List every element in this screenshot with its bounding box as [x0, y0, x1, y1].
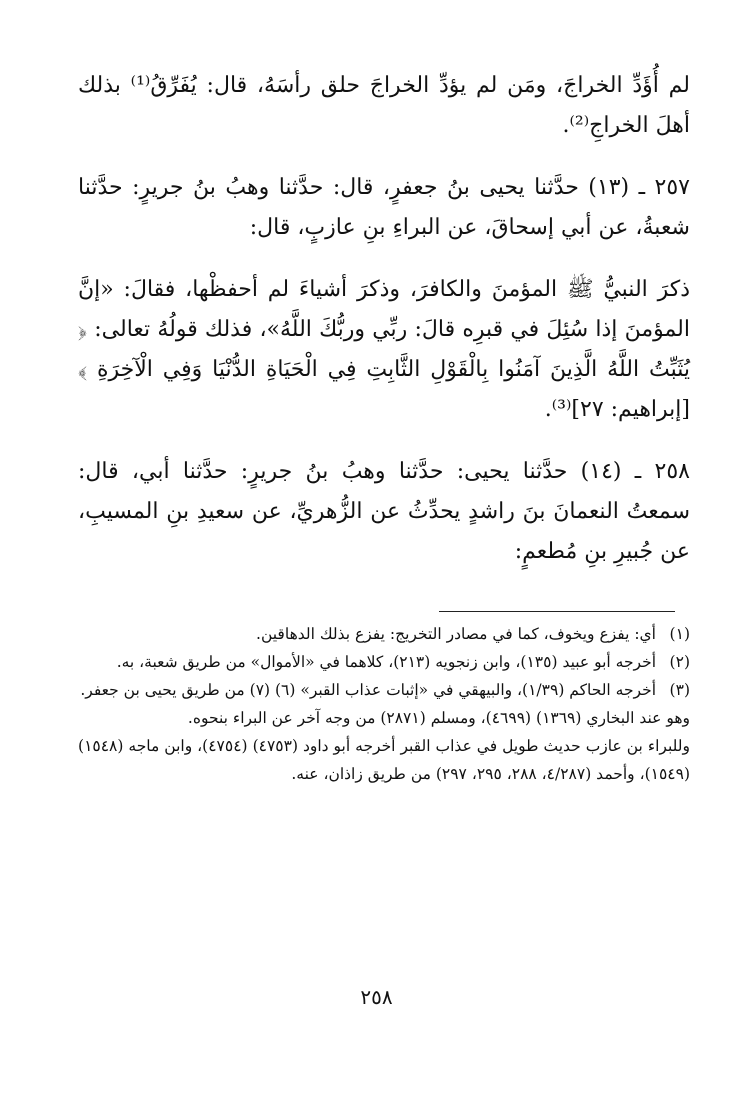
footnotes: [78, 620, 690, 788]
footnote-text: أخرجه الحاكم (١/٣٩)، والبيهقي في «إثبات عذاب القبر» (٦) (٧) من طريق يحيى بن جعفر.: [80, 681, 656, 699]
footnote-2: [78, 648, 690, 676]
footnote-3-continuation: وللبراء بن عازب حديث طويل في عذاب القبر أخرجه أبو داود (٤٧٥٣) (٤٧٥٤)، وابن ماجه (١٥٤٨) (١٥٤٩)، وأحمد (٤/٢٨٧، ٢٨٨، ٢٩٥، ٢٩٧) من طريق زاذان، عنه.: [78, 737, 690, 783]
paragraph-gap: [78, 146, 690, 168]
paragraph-gap: [78, 248, 690, 270]
paragraph-hadith-258: ٢٥٨ ـ (١٤) حدَّثنا يحيى: حدَّثنا وهبُ بنُ جريرٍ: حدَّثنا أبي، قال: سمعتُ النعمانَ بنَ راشدٍ يحدِّثُ عن الزُّهريِّ، عن سعيدِ بنِ المسيبِ، عن جُبيرِ بنِ مُطعمٍ:: [78, 459, 690, 564]
paragraph-1: لم أُؤَدِّ الخراجَ، ومَن لم يؤدِّ الخراجَ حلق رأسَهُ، قال: يُفَرِّقُ⁽¹⁾ بذلك أهلَ الخراجِ⁽²⁾.: [78, 73, 691, 138]
paragraph-hadith-257-matn: ذكرَ النبيُّ ﷺ المؤمنَ والكافرَ، وذكرَ أشياءَ لم أحفظْها، فقالَ: «إنَّ المؤمنَ إذا سُئِلَ في قبرِه قالَ: ربِّي وربُّكَ اللَّهُ»، فذلك قولُهُ تعالى: ﴿ يُثَبِّتُ اللَّهُ الَّذِينَ آمَنُوا بِالْقَوْلِ الثَّابِتِ فِي الْحَيَاةِ الدُّنْيَا وَفِي الْآخِرَةِ ﴾ [إبراهيم: ٢٧]⁽³⁾.: [78, 277, 690, 422]
footnote-text: أخرجه أبو عبيد (١٣٥)، وابن زنجويه (٢١٣)، كلاهما في «الأموال» من طريق شعبة، به.: [116, 653, 656, 671]
footnote-text: أي: يفزع ويخوف، كما في مصادر التخريج: يفزع بذلك الدهاقين.: [256, 625, 656, 643]
main-text: [78, 66, 690, 572]
paragraph-gap: [78, 430, 690, 452]
footnote-3-continuation: وهو عند البخاري (١٣٦٩) (٤٦٩٩)، ومسلم (٢٨٧١) من وجه آخر عن البراء بنحوه.: [187, 709, 690, 727]
footnote-number: (٢): [669, 653, 690, 671]
footnote-3: [78, 676, 690, 704]
footnote-number: (٣): [669, 681, 690, 699]
paragraph-hadith-257: ٢٥٧ ـ (١٣) حدَّثنا يحيى بنُ جعفرٍ، قال: حدَّثنا وهبُ بنُ جريرٍ: حدَّثنا شعبةُ، عن أبي إسحاقَ، عن البراءِ بنِ عازبٍ، قال:: [78, 175, 690, 240]
footnote-number: (١): [669, 625, 690, 643]
page-number: ٢٥٨: [360, 985, 393, 1009]
footnote-1: [78, 620, 690, 648]
footnote-divider: [439, 611, 675, 612]
